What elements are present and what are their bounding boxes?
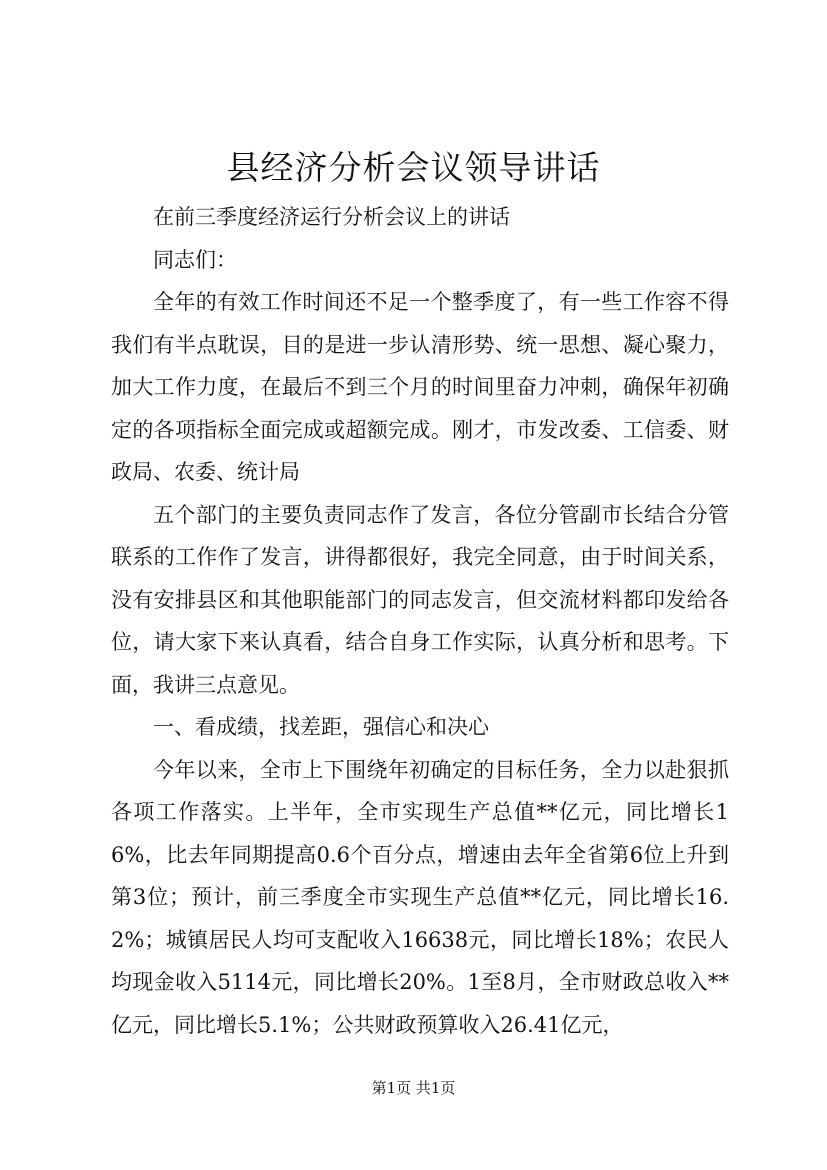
document-body xyxy=(111,196,729,1046)
page-footer: 第1页 共1页 xyxy=(371,1079,456,1097)
paragraph-achievements: 今年以来，全市上下围绕年初确定的目标任务，全力以赴狠抓各项工作落实。上半年，全市实现生产总值**亿元，同比增长16%，比去年同期提高0.6个百分点，增速由去年全省第6位上升到第3位；预计，前三季度全市实现生产总值**亿元，同比增长16.2%；城镇居民人均可支配收入16638元，同比增长18%；农民人均现金收入5114元，同比增长20%。1至8月，全市财政总收入**亿元，同比增长5.1%；公共财政预算收入26.41亿元， xyxy=(111,757,729,1037)
section-heading-1: 一、看成绩，找差距，强信心和决心 xyxy=(153,715,489,739)
speech-subtitle: 在前三季度经济运行分析会议上的讲话 xyxy=(153,205,510,229)
salutation: 同志们： xyxy=(153,247,237,272)
document-title: 县经济分析会议领导讲话 xyxy=(226,148,601,187)
paragraph-intro: 全年的有效工作时间还不足一个整季度了，有一些工作容不得我们有半点耽误，目的是进一步认清形势、统一思想、凝心聚力，加大工作力度，在最后不到三个月的时间里奋力冲刺，确保年初确定的各项指标全面完成或超额完成。刚才，市发改委、工信委、财政局、农委、统计局 xyxy=(111,290,729,484)
paragraph-departments: 五个部门的主要负责同志作了发言，各位分管副市长结合分管联系的工作作了发言，讲得都很好，我完全同意，由于时间关系，没有安排县区和其他职能部门的同志发言，但交流材料都印发给各位，请大家下来认真看，结合自身工作实际，认真分析和思考。下面，我讲三点意见。 xyxy=(111,502,729,697)
